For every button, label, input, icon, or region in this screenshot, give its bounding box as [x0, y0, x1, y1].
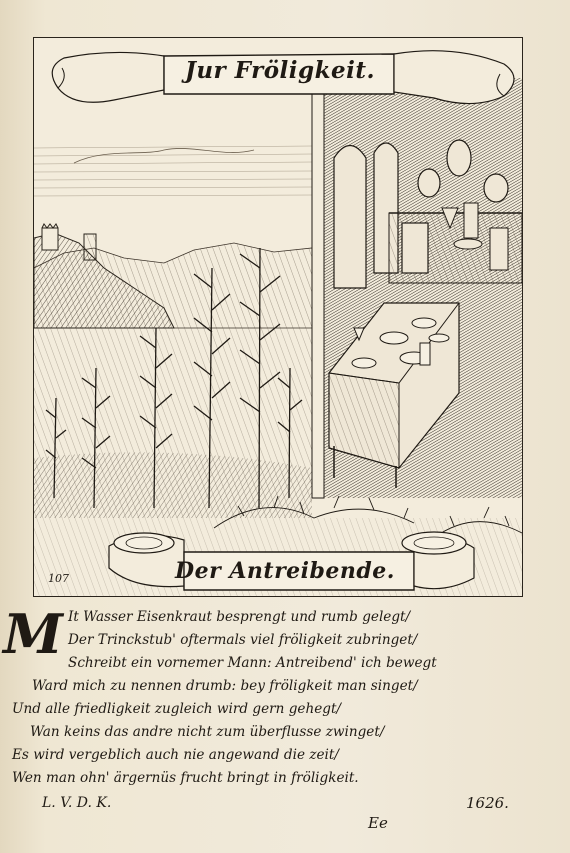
poem-line-6: Wan keins das andre nicht zum überflusse zwinget/: [30, 724, 385, 740]
poem-line-8: Wen man ohn' ärgernüs frucht bringt in fröligkeit.: [12, 770, 359, 786]
poem-line-7: Es wird vergeblich auch nie angewand die zeit/: [12, 747, 339, 763]
poem-line-5: Und alle friedligkeit zugleich wird gern gehegt/: [12, 701, 341, 717]
engraving-subtitle-banner: Der Antreibende.: [175, 558, 395, 584]
poem-line-4: Ward mich zu nennen drumb: bey fröligkeit man singet/: [32, 678, 418, 694]
poem-initial: M: [3, 602, 63, 666]
poem-line-3: Schreibt ein vornemer Mann: Antreibend' ich bewegt: [68, 655, 437, 671]
author-initials: L. V. D. K.: [42, 795, 112, 811]
engraving-plate: [33, 37, 523, 597]
plate-number: 107: [48, 572, 69, 585]
engraving-illustration: [34, 38, 522, 596]
poem-line-2: Der Trinckstub' oftermals viel fröligkeit zubringet/: [68, 632, 418, 648]
engraving-title-banner: Jur Fröligkeit.: [184, 56, 376, 84]
publication-year: 1626.: [466, 794, 509, 812]
signature-mark: Ee: [368, 814, 388, 832]
poem-line-1: It Wasser Eisenkraut besprengt und rumb gelegt/: [68, 609, 411, 625]
